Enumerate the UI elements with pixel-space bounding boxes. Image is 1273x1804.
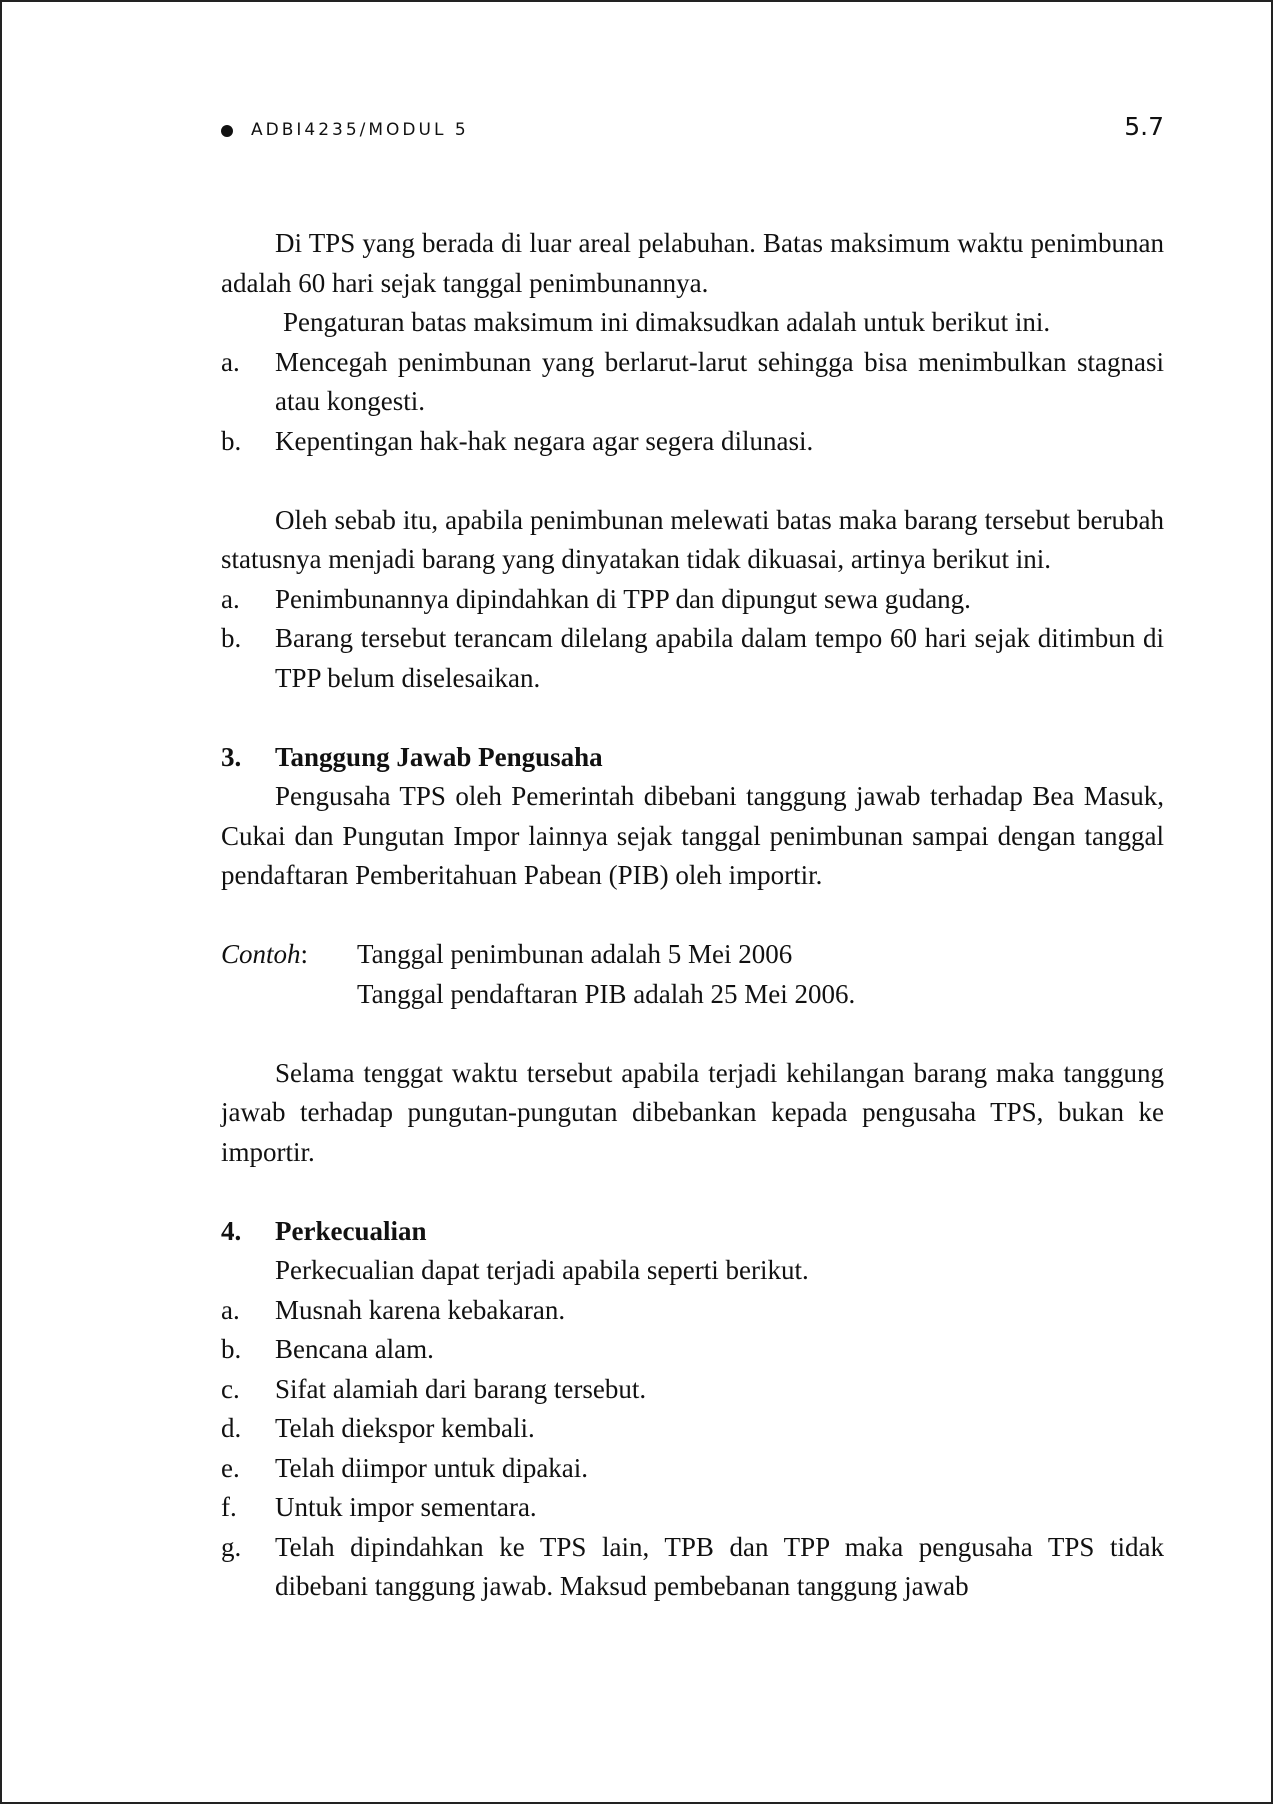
list-item [221, 580, 1164, 620]
example-label [221, 935, 357, 1014]
list-text: Penimbunannya dipindahkan di TPP dan dipungut sewa gudang. [275, 583, 971, 614]
body-text [221, 224, 1164, 1607]
list-marker: b. [221, 425, 242, 456]
list-item [221, 1528, 1164, 1607]
section-number: 3. [221, 741, 242, 772]
section-number: 4. [221, 1215, 242, 1246]
example-block [221, 935, 1164, 1014]
example-line: Tanggal pendaftaran PIB adalah 25 Mei 2006. [357, 978, 856, 1009]
list-text: Musnah karena kebakaran. [275, 1294, 566, 1325]
list-text: Telah diekspor kembali. [275, 1413, 535, 1443]
list-marker: g. [221, 1531, 242, 1562]
list-marker: a. [221, 583, 240, 614]
list-item [221, 422, 1164, 462]
paragraph-regulation-purpose: Pengaturan batas maksimum ini dimaksudkan adalah untuk berikut ini. [283, 307, 1051, 337]
list-item [221, 1370, 1164, 1410]
paragraph-status-change: Oleh sebab itu, apabila penimbunan melewati batas maka barang tersebut berubah statusnya menjadi barang yang dinyatakan tidak dikuasai, artinya berikut ini. [221, 504, 1164, 574]
list-text: Untuk impor sementara. [275, 1492, 537, 1522]
example-lines [357, 935, 1164, 1014]
running-title: ADBI4235/MODUL 5 [251, 120, 469, 140]
paragraph-loss-responsibility: Selama tenggat waktu tersebut apabila terjadi kehilangan barang maka tanggung jawab terhadap pungutan-pungutan dibebankan kepada pengusaha TPS, bukan ke importir. [221, 1057, 1164, 1167]
list-marker: e. [221, 1452, 240, 1483]
list-item [221, 1449, 1164, 1489]
example-line: Tanggal penimbunan adalah 5 Mei 2006 [357, 939, 793, 969]
list-item [221, 619, 1164, 698]
list-marker: a. [221, 1294, 240, 1325]
section-title: Tanggung Jawab Pengusaha [275, 741, 603, 772]
list-marker: d. [221, 1413, 242, 1443]
paragraph-exceptions-intro: Perkecualian dapat terjadi apabila seperti berikut. [275, 1255, 809, 1285]
list-marker: a. [221, 346, 240, 377]
list-text: Barang tersebut terancam dilelang apabila dalam tempo 60 hari sejak ditimbun di TPP belum diselesaikan. [275, 623, 1164, 693]
list-marker: b. [221, 623, 242, 653]
list-text: Telah diimpor untuk dipakai. [275, 1452, 589, 1483]
list-text: Mencegah penimbunan yang berlarut-larut sehingga bisa menimbulkan stagnasi atau kongesti. [275, 346, 1164, 416]
list-item [221, 1409, 1164, 1449]
list-marker: c. [221, 1373, 240, 1404]
list-item [221, 343, 1164, 422]
paragraph-tps-outside: Di TPS yang berada di luar areal pelabuhan. Batas maksimum waktu penimbunan adalah 60 hari sejak tanggal penimbunannya. [221, 228, 1164, 298]
section-title: Perkecualian [275, 1215, 427, 1246]
paragraph-responsibility: Pengusaha TPS oleh Pemerintah dibebani tanggung jawab terhadap Bea Masuk, Cukai dan Pungutan Impor lainnya sejak tanggal penimbunan sampai dengan tanggal pendaftaran Pemberitahuan Pabean (PIB) oleh importir. [221, 781, 1164, 890]
list-text: Kepentingan hak-hak negara agar segera dilunasi. [275, 425, 814, 456]
section-heading-3 [221, 738, 1164, 778]
page-header [221, 110, 1164, 150]
list-text: Telah dipindahkan ke TPS lain, TPB dan TPP maka pengusaha TPS tidak dibebani tanggung jawab. Maksud pembebanan tanggung jawab [275, 1531, 1164, 1601]
list-item [221, 1291, 1164, 1331]
list-marker: b. [221, 1334, 242, 1364]
list-marker: f. [221, 1492, 237, 1522]
bullet-icon [221, 125, 233, 137]
list-item [221, 1330, 1164, 1370]
page-number: 5.7 [1124, 112, 1164, 141]
list-item [221, 1488, 1164, 1528]
list-text: Sifat alamiah dari barang tersebut. [275, 1373, 647, 1404]
example-label-text: Contoh [221, 939, 301, 969]
example-label-colon: : [300, 939, 309, 969]
list-text: Bencana alam. [275, 1334, 434, 1364]
section-heading-4 [221, 1212, 1164, 1252]
